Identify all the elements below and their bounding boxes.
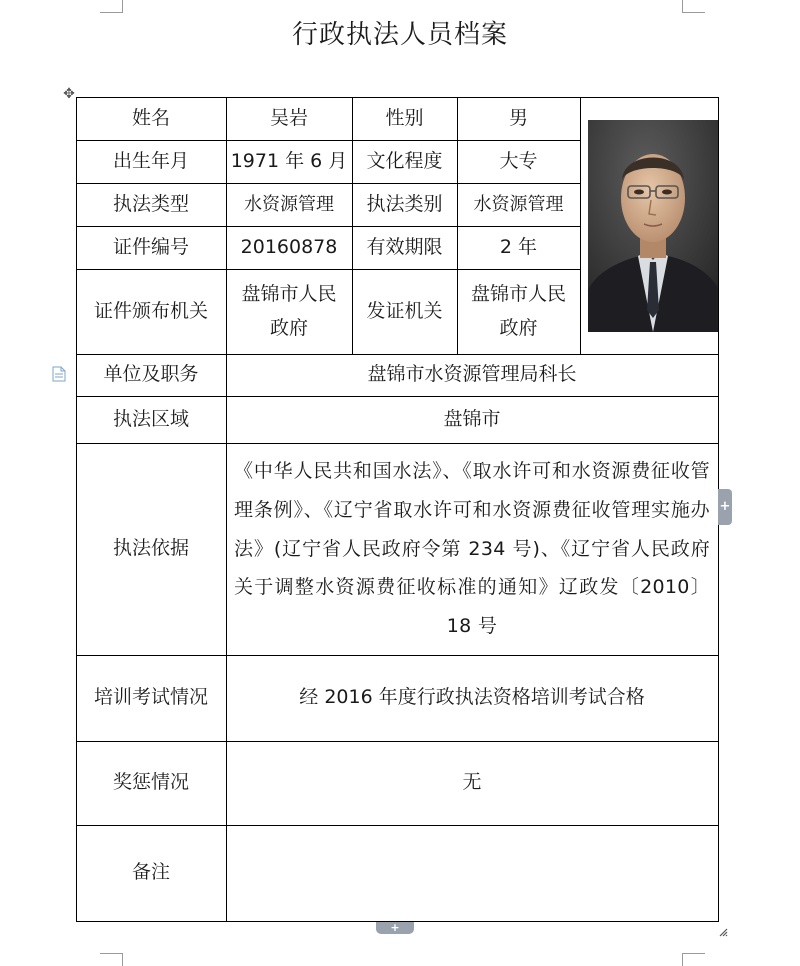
portrait-photo[interactable] — [588, 120, 718, 332]
certificate-authority-value[interactable]: 盘锦市人民政府 — [226, 269, 353, 355]
page-margin-corner-bottom-left — [100, 953, 123, 966]
gender-label: 性别 — [352, 97, 458, 141]
unit-position-value[interactable]: 盘锦市水资源管理局科长 — [226, 354, 719, 397]
legal-basis-label: 执法依据 — [76, 443, 227, 656]
certificate-authority-label: 证件颁布机关 — [76, 269, 227, 355]
page-margin-corner-top-left — [100, 0, 123, 13]
remarks-value[interactable] — [226, 825, 719, 922]
page-margin-corner-bottom-right — [682, 953, 705, 966]
gender-value[interactable]: 男 — [457, 97, 581, 141]
area-value[interactable]: 盘锦市 — [226, 396, 719, 444]
document-note-icon[interactable] — [52, 366, 66, 382]
page-margin-corner-top-right — [682, 0, 705, 13]
validity-value[interactable]: 2 年 — [457, 226, 581, 270]
move-arrows-icon[interactable]: ✥ — [63, 86, 75, 102]
training-value[interactable]: 经 2016 年度行政执法资格培训考试合格 — [226, 655, 719, 742]
enforcement-type-value[interactable]: 水资源管理 — [226, 183, 353, 227]
certificate-number-value[interactable]: 20160878 — [226, 226, 353, 270]
education-value[interactable]: 大专 — [457, 140, 581, 184]
unit-position-label: 单位及职务 — [76, 354, 227, 397]
area-label: 执法区域 — [76, 396, 227, 444]
birth-value[interactable]: 1971 年 6 月 — [226, 140, 353, 184]
rewards-label: 奖惩情况 — [76, 741, 227, 826]
document-title: 行政执法人员档案 — [291, 20, 508, 50]
plus-icon[interactable]: + — [376, 922, 414, 934]
name-value[interactable]: 吴岩 — [226, 97, 353, 141]
resize-corner-icon[interactable] — [719, 922, 728, 931]
birth-label: 出生年月 — [76, 140, 227, 184]
education-label: 文化程度 — [352, 140, 458, 184]
validity-label: 有效期限 — [352, 226, 458, 270]
enforcement-type-label: 执法类型 — [76, 183, 227, 227]
issuing-authority-value[interactable]: 盘锦市人民政府 — [457, 269, 581, 355]
legal-basis-value[interactable]: 《中华人民共和国水法》、《取水许可和水资源费征收管理条例》、《辽宁省取水许可和水资源费征收管理实施办法》(辽宁省人民政府令第 234 号)、《辽宁省人民政府关于调整水资源费征收标准的通知》辽政发〔2010〕18 号 — [226, 443, 719, 656]
remarks-label: 备注 — [76, 825, 227, 922]
name-label: 姓名 — [76, 97, 227, 141]
enforcement-category-value[interactable]: 水资源管理 — [457, 183, 581, 227]
issuing-authority-label: 发证机关 — [352, 269, 458, 355]
enforcement-category-label: 执法类别 — [352, 183, 458, 227]
certificate-number-label: 证件编号 — [76, 226, 227, 270]
training-label: 培训考试情况 — [76, 655, 227, 742]
rewards-value[interactable]: 无 — [226, 741, 719, 826]
plus-icon[interactable]: + — [718, 489, 732, 525]
